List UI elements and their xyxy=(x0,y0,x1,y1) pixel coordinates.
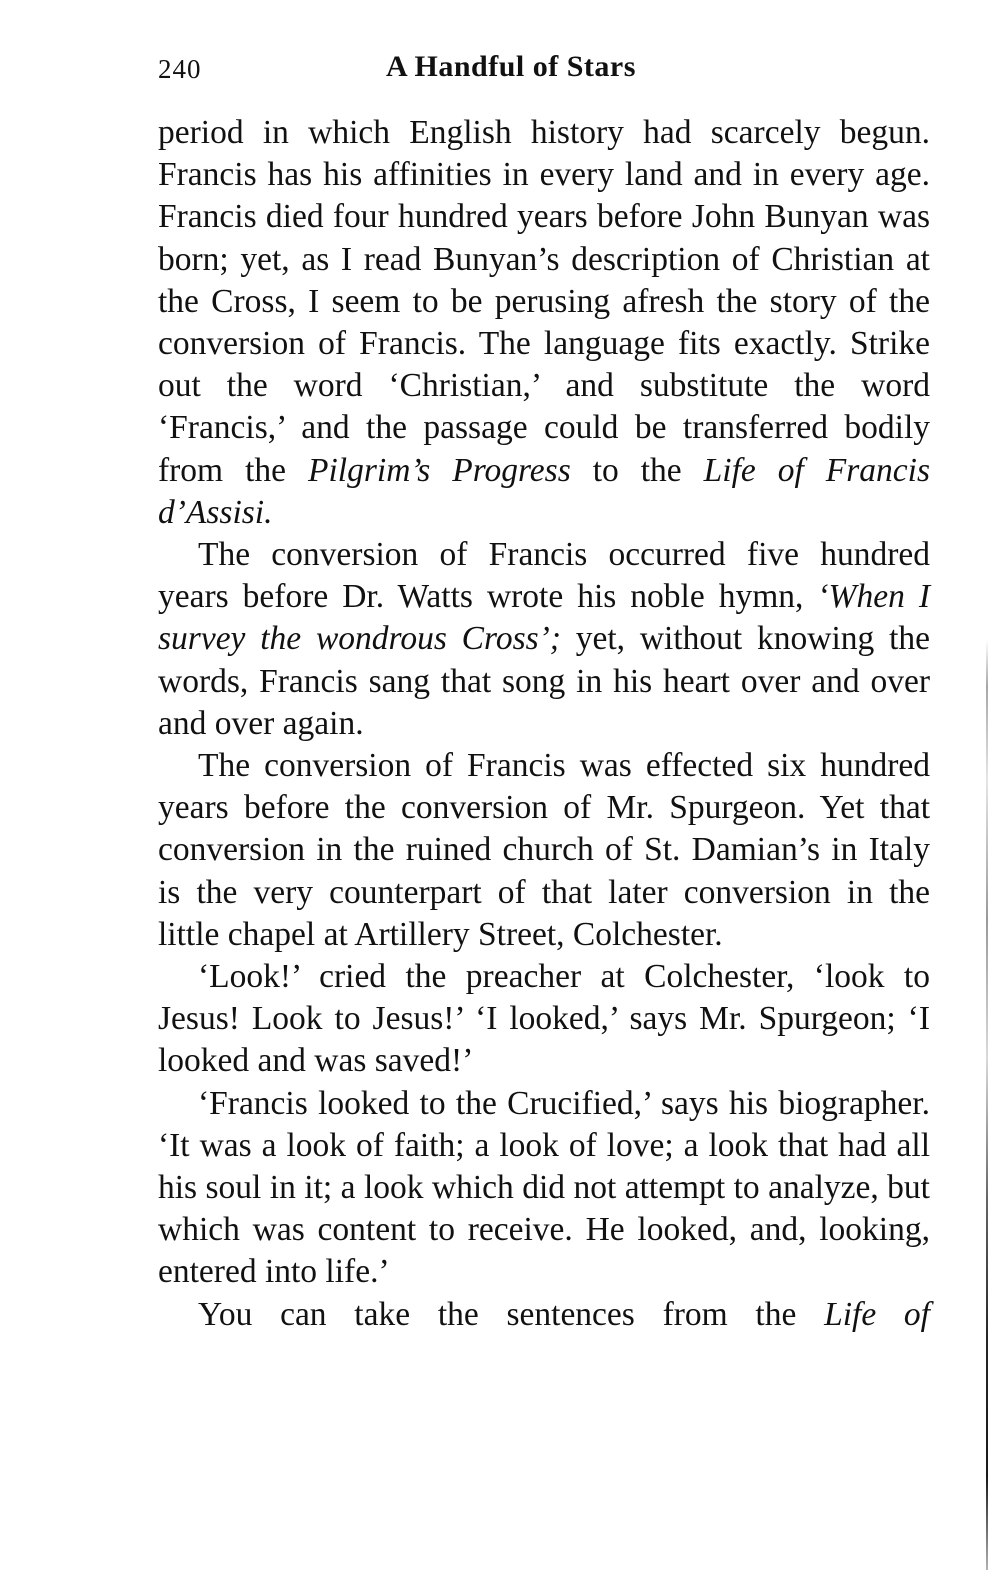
text-segment: The conversion of Francis was effected six hundred years before the conversion of Mr. Spurgeon. Yet that conversion in the ruined church of St. Damian’s in Italy is the very counterpart of that later conversion in the little chapel at Artillery Street, Colchester. xyxy=(158,747,930,953)
page-header xyxy=(158,48,932,92)
text-segment: to the xyxy=(570,451,704,489)
text-segment: ‘Francis looked to the Crucified,’ says his biographer. ‘It was a look of faith; a look of love; a look that had all his soul in it; a look which did not attempt to analyze, but which was content to receive. He looked, and, looking, entered into life.’ xyxy=(158,1084,930,1291)
paragraph xyxy=(158,1083,930,1294)
body-text xyxy=(158,112,930,1336)
paragraph xyxy=(158,956,930,1083)
page-edge-line xyxy=(986,640,988,1570)
page-number: 240 xyxy=(158,54,202,84)
text-segment: period in which English history had scarcely begun. Francis has his affinities in every land and in every age. Francis died four hundred years before John Bunyan was born; yet, as I read Bunyan’s description of Christian at the Cross, I seem to be perusing afresh the story of the conversion of Francis. The language fits exactly. Strike out the word ‘Christian,’ and substitute the word ‘Francis,’ and the passage could be transferred bodily from the xyxy=(158,114,930,489)
italic-title: Life of Francis d’Assisi. xyxy=(158,451,931,531)
italic-hymn-title: ‘When I survey the wondrous Cross’; xyxy=(158,578,930,658)
text-segment: yet, without knowing the words, Francis sang that song in his heart over and over and over again. xyxy=(158,620,930,742)
paragraph xyxy=(158,112,930,534)
paragraph xyxy=(158,534,930,745)
text-segment: You can take the sentences from the xyxy=(198,1295,825,1333)
text-segment: ‘Look!’ cried the preacher at Colchester, ‘look to Jesus! Look to Jesus!’ ‘I looked,’ says Mr. Spurgeon; ‘I looked and was saved!’ xyxy=(158,958,930,1080)
paragraph xyxy=(158,1294,930,1336)
running-title: A Handful of Stars xyxy=(386,50,636,83)
italic-title: Pilgrim’s Progress xyxy=(308,451,571,489)
paragraph xyxy=(158,745,930,956)
text-segment: The conversion of Francis occurred five hundred years before Dr. Watts wrote his noble hymn, xyxy=(158,536,930,616)
italic-title: Life of xyxy=(824,1295,930,1333)
